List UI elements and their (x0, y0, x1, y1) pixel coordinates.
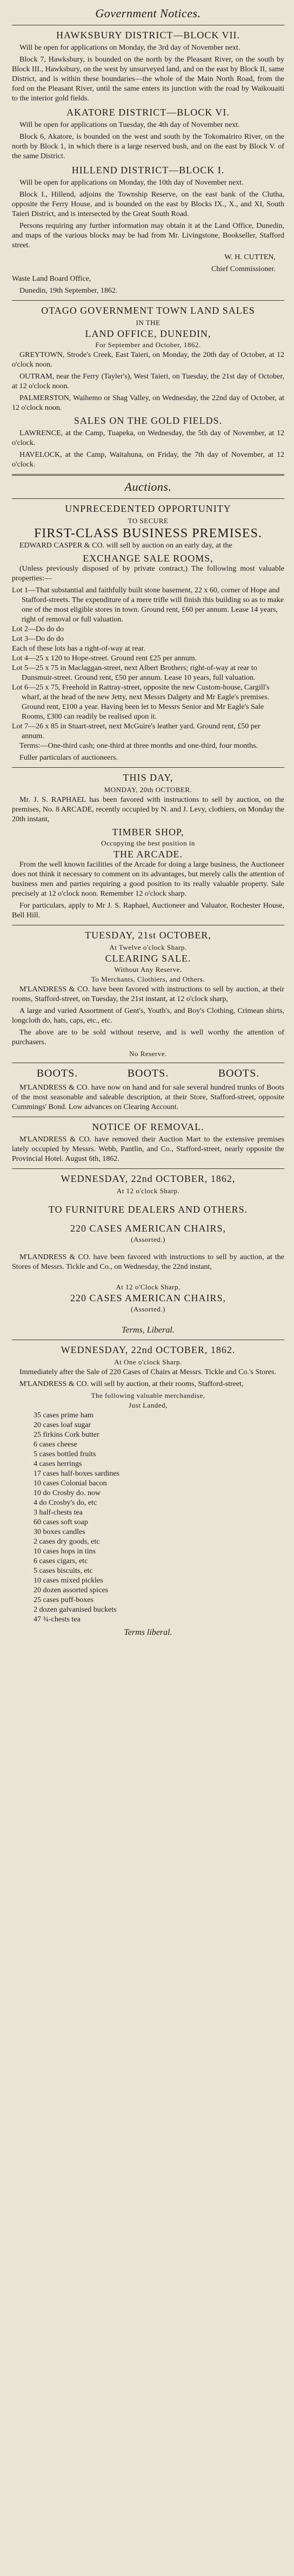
list-item: 10 cases mixed pickles (34, 1577, 103, 1585)
notice-clearing-sale (12, 930, 284, 1058)
notice-headline: TIMBER SHOP, (112, 827, 184, 837)
spacer (12, 1245, 284, 1253)
notice-paragraph: M'LANDRESS & CO. have been favored with instructions to sell by auction, at their rooms, Stafford-street, on Tuesday, the 21st instant, at 12 o'clock sharp, (12, 985, 284, 1003)
notice-raphael (12, 772, 284, 921)
notice-title: WEDNESDAY, 22nd OCTOBER, 1862. (61, 1344, 236, 1355)
list-item: 47 ¾-chests tea (34, 1615, 81, 1624)
lot-item: Lot 6—25 x 75, Freehold in Rattray-street, opposite the new Custom-house, Cargill's wharf, at the head of the new Jetty, next Messrs Dalgety and Mr Eagle's premises. Ground rent, £100 a year. Having been let to Messrs Senior and Mr Eagle's Sale Rooms, £300 can readily be realised upon it. (12, 684, 270, 721)
divider (12, 300, 284, 301)
notice-paragraph: Mr. J. S. RAPHAEL has been favored with instructions to sell by auction, on the premises, No. 8 ARCADE, recently occupied by N. and J. Levy, clothiers, on Monday the 20th instant, (12, 796, 284, 823)
notice-title: THIS DAY, (123, 772, 173, 783)
notice-paragraph: Block I., Hillend, adjoins the Township Reserve, on the east bank of the Clutha, opposite the Ferry House, and is bounded on the east by Blocks IX., X., and XI, South Taieri District, and is intersected by the Great South Road. (12, 191, 284, 218)
notice-subtitle: IN THE (136, 319, 161, 327)
notice-subtitle: Without Any Reserve. (114, 965, 182, 973)
list-item: 4 do Crosby's do, etc (34, 1499, 97, 1507)
notice-paragraph: (Unless previously disposed of by private contract,) The following most valuable properties:— (12, 565, 284, 583)
signature-name: W. H. CUTTEN, (224, 253, 276, 261)
spacer (12, 1315, 284, 1322)
list-item: 10 cases Colonial bacon (34, 1479, 107, 1488)
notice-paragraph: A large and varied Assortment of Gent's, Youth's, and Boy's Clothing, Crimean shirts, longcloth do, hats, caps, etc., etc. (12, 1007, 284, 1025)
notice-subtitle: (Assorted.) (131, 1235, 165, 1243)
notice-headline: 220 CASES AMERICAN CHAIRS, (70, 1293, 226, 1303)
notice-otago-sales (12, 305, 284, 470)
merchandise-list (12, 1411, 284, 1625)
notice-subtitle: LAND OFFICE, DUNEDIN, (85, 328, 211, 339)
list-item: 10 cases hops in tins (34, 1547, 96, 1556)
notice-subtitle: For September and October, 1862. (95, 341, 201, 349)
notice-paragraph: Block 7, Hawksbury, is bounded on the north by the Pleasant River, on the south by Block III., Hawksbury, on the west by unsurveyed land, and on the east by Block II, same District, and is within these boundaries—the whole of the Main North Road, from the ford on the Pleasant River, until the same enters its junction with the road by Waikouaiti to the interior gold fields. (12, 56, 284, 103)
lot-item: Each of these lots has a right-of-way at rear. (12, 645, 145, 653)
notice-paragraph: From the well known facilities of the Arcade for doing a large business, the Auctioneer does not think it necessary to comment on its advantages, but merely calls the attention of business men and parties requiring a good position to its really valuable property. Sale precisely at 12 o'clock noon. Remember 12 o'clock sharp. (12, 861, 284, 898)
lot-item: Lot 2—Do do do (12, 625, 64, 633)
list-item: 6 cases cigars, etc (34, 1557, 88, 1565)
divider (12, 474, 284, 476)
notice-subtitle: At Twelve o'clock Sharp. (109, 943, 187, 951)
notice-subtitle: At 12 o'clock Sharp. (116, 1187, 180, 1195)
notice-title: AKATORE DISTRICT—BLOCK VI. (66, 107, 230, 118)
list-item: 60 cases soft soap (34, 1518, 88, 1526)
notice-boots (12, 1067, 284, 1112)
notice-subtitle: At One o'clock Sharp. (114, 1358, 182, 1366)
notice-subtitle: The following valuable merchandise, (91, 1391, 205, 1399)
boots-heading: BOOTS. (36, 1067, 78, 1079)
notice-title: OTAGO GOVERNMENT TOWN LAND SALES (41, 305, 255, 316)
notice-subtitle: Just Landed, (129, 1401, 168, 1409)
divider (12, 1168, 284, 1169)
notice-akatore (12, 107, 284, 161)
boots-heading: BOOTS. (127, 1067, 169, 1079)
divider (12, 767, 284, 768)
lot-item: Lot 4—25 x 120 to Hope-street. Ground rent £25 per annum. (12, 654, 197, 662)
notice-paragraph: OUTRAM, near the Ferry (Tayler's), West Taieri, on Tuesday, the 21st day of October, at 12 o'clock noon. (12, 373, 284, 390)
lot-item: Lot 5—25 x 75 in Maclaggan-street, next Albert Brothers; right-of-way at rear to Dunsmuir-street. Ground rent, £50 per annum. Lease 10 years, full valuation. (12, 664, 257, 682)
list-item: 6 cases cheese (34, 1441, 77, 1449)
notice-subtitle: No Reserve. (129, 1050, 167, 1058)
terms-line: Terms, Liberal. (122, 1326, 175, 1335)
lot-item: Lot 3—Do do do (12, 635, 64, 643)
list-item: 10 do Crosby do. now (34, 1489, 101, 1497)
list-item: 25 firkins Cork butter (34, 1431, 99, 1439)
spacer (12, 1215, 284, 1223)
notice-headline: CLEARING SALE. (105, 953, 191, 964)
boots-heading: BOOTS. (218, 1067, 260, 1079)
notice-subtitle: Occupying the best position in (101, 839, 195, 847)
notice-paragraph: Will be open for applications on Tuesday, the 4th day of November next. (19, 121, 240, 129)
list-item: 20 dozen assorted spices (34, 1586, 109, 1594)
notice-paragraph: Terms:—One-third cash; one-third at three months and one-third, four months. (19, 742, 258, 750)
section-heading-auctions: Auctions. (124, 480, 172, 493)
notice-subtitle: (Assorted.) (131, 1305, 165, 1313)
notice-paragraph: Will be open for applications on Monday, the 10th day of November next. (19, 179, 244, 187)
notice-paragraph: Block 6, Akatore, is bounded on the west and south by the Tokomairiro River, on the north by Block 1, in which there is a large reserved bush, and on the east by Block V. of the same District. (12, 133, 284, 160)
notice-paragraph: M'LANDRESS & CO. have removed their Auction Mart to the extensive premises lately occupied by Messrs. Webb, Pantlin, and Co., Stafford-street, nearly opposite the Provincial Hotel. August 6th, 1862. (12, 1135, 284, 1163)
notice-paragraph: HAVELOCK, at the Camp, Waitahuna, on Friday, the 7th day of November, at 12 o'clock. (12, 451, 284, 469)
notice-headline: TO FURNITURE DEALERS AND OTHERS. (48, 1204, 248, 1215)
notice-paragraph: EDWARD CASPER & CO. will sell by auction on an early day, at the (19, 542, 232, 550)
list-item: 5 cases bottled fruits (34, 1450, 96, 1458)
notice-wednesday-merchandise (12, 1344, 284, 1638)
list-item: 5 cases biscuits, etc (34, 1567, 93, 1575)
notice-title: SALES ON THE GOLD FIELDS. (74, 415, 223, 426)
boots-heading-row (12, 1067, 284, 1080)
notice-paragraph: LAWRENCE, at the Camp, Tuapeka, on Wednesday, the 5th day of November, at 12 o'clock. (12, 429, 284, 447)
notice-paragraph: Fuller particulars of auctioneers. (19, 754, 118, 762)
notice-headline: EXCHANGE SALE ROOMS, (83, 553, 213, 564)
notice-headline: THE ARCADE. (113, 849, 183, 860)
notice-paragraph: Immediately after the Sale of 220 Cases of Chairs at Messrs. Tickle and Co.'s Stores. (19, 1368, 276, 1376)
notice-subtitle: To Merchants, Clothiers, and Others. (91, 975, 205, 983)
notice-hawksbury (12, 30, 284, 104)
notice-removal (12, 1121, 284, 1164)
list-item: 20 cases loaf sugar (34, 1421, 91, 1429)
list-item: 2 cases dry goods, etc (34, 1538, 100, 1546)
notice-headline: FIRST-CLASS BUSINESS PREMISES. (34, 526, 262, 540)
notice-paragraph: The above are to be sold without reserve, and is well worthy the attention of purchasers. (12, 1029, 284, 1046)
list-item: 17 cases half-boxes sardines (34, 1470, 120, 1478)
notice-paragraph: PALMERSTON, Waihemo or Shag Valley, on Wednesday, the 22nd day of October, at 12 o'clock noon. (12, 394, 284, 412)
notice-paragraph: M'LANDRESS & CO. will sell by auction, at their rooms, Stafford-street, (19, 1380, 244, 1388)
notice-headline: 220 CASES AMERICAN CHAIRS, (70, 1223, 226, 1234)
notice-subtitle: TO SECURE (128, 517, 169, 525)
divider (12, 498, 284, 499)
lot-item: Lot 7—26 x 85 in Stuart-street, next McGuire's leather yard. Ground rent, £50 per annum. (12, 722, 260, 740)
notice-paragraph: Will be open for applications on Monday, the 3rd day of November next. (19, 44, 240, 52)
spacer (12, 1196, 284, 1204)
list-item: 25 cases puff-boxes (34, 1596, 93, 1604)
section-heading-government: Government Notices. (95, 6, 201, 20)
lot-item: Lot 1—That substantial and faithfully built stone basement, 22 x 60, corner of Hope and Stafford-streets. The expenditure of a mere trifle will finish this building so as to make one of the most eligible stores in town. Ground rent, £60 per annum. Lease 14 years, right of removal or full valuation. (12, 586, 284, 624)
notice-hillend (12, 165, 284, 296)
list-item: 30 boxes candles (34, 1528, 85, 1536)
notice-paragraph: GREYTOWN, Strode's Creek, East Taieri, on Monday, the 20th day of October, at 12 o'clock noon. (12, 351, 284, 369)
signature-title: Chief Commissioner. (211, 265, 276, 273)
list-item: 35 cases prime ham (34, 1411, 93, 1419)
notice-paragraph: Persons requiring any further information may obtain it at the Land Office, Dunedin, and maps of the various blocks may be had from Mr. Livingstone, Bookseller, Stafford street. (12, 222, 284, 249)
notice-title: UNPRECEDENTED OPPORTUNITY (65, 503, 231, 514)
list-item: 4 cases herrings (34, 1460, 82, 1468)
notice-title: WEDNESDAY, 22nd OCTOBER, 1862, (61, 1173, 236, 1184)
date-line: Dunedin, 19th September, 1862. (19, 287, 118, 295)
notice-title: NOTICE OF REMOVAL. (92, 1121, 204, 1132)
spacer (12, 1274, 284, 1282)
notice-subtitle: MONDAY, 20th OCTOBER. (104, 786, 192, 794)
list-item: 2 dozen galvanised buckets (34, 1606, 117, 1614)
notice-paragraph: M'LANDRESS & CO. have now on hand and for sale several hundred trunks of Boots of the most seasonable and saleable description, at their Store, Stafford-street, opposite Cummings' Bond. Low advances on Clearing Account. (12, 1084, 284, 1111)
notice-title: TUESDAY, 21st OCTOBER, (85, 930, 211, 941)
notice-paragraph: For particulars, apply to Mr J. S. Raphael, Auctioneer and Valuator, Rochester House, Bell Hill. (12, 902, 284, 919)
terms-line: Terms liberal. (124, 1628, 172, 1637)
notice-subtitle: At 12 o'Clock Sharp, (116, 1283, 181, 1291)
list-item: 3 half-chests tea (34, 1509, 83, 1517)
notice-title: HILLEND DISTRICT—BLOCK I. (71, 165, 225, 175)
office-line: Waste Land Board Office, (12, 275, 91, 283)
notice-unprecedented (12, 503, 284, 763)
notice-title: HAWKSBURY DISTRICT—BLOCK VII. (56, 30, 240, 40)
notice-wednesday-chairs (12, 1173, 284, 1335)
notice-paragraph: M'LANDRESS & CO. have been favored with instructions to sell by auction, at the Stores of Messrs. Tickle and Co., on Wednesday, the 22nd instant, (12, 1253, 284, 1271)
